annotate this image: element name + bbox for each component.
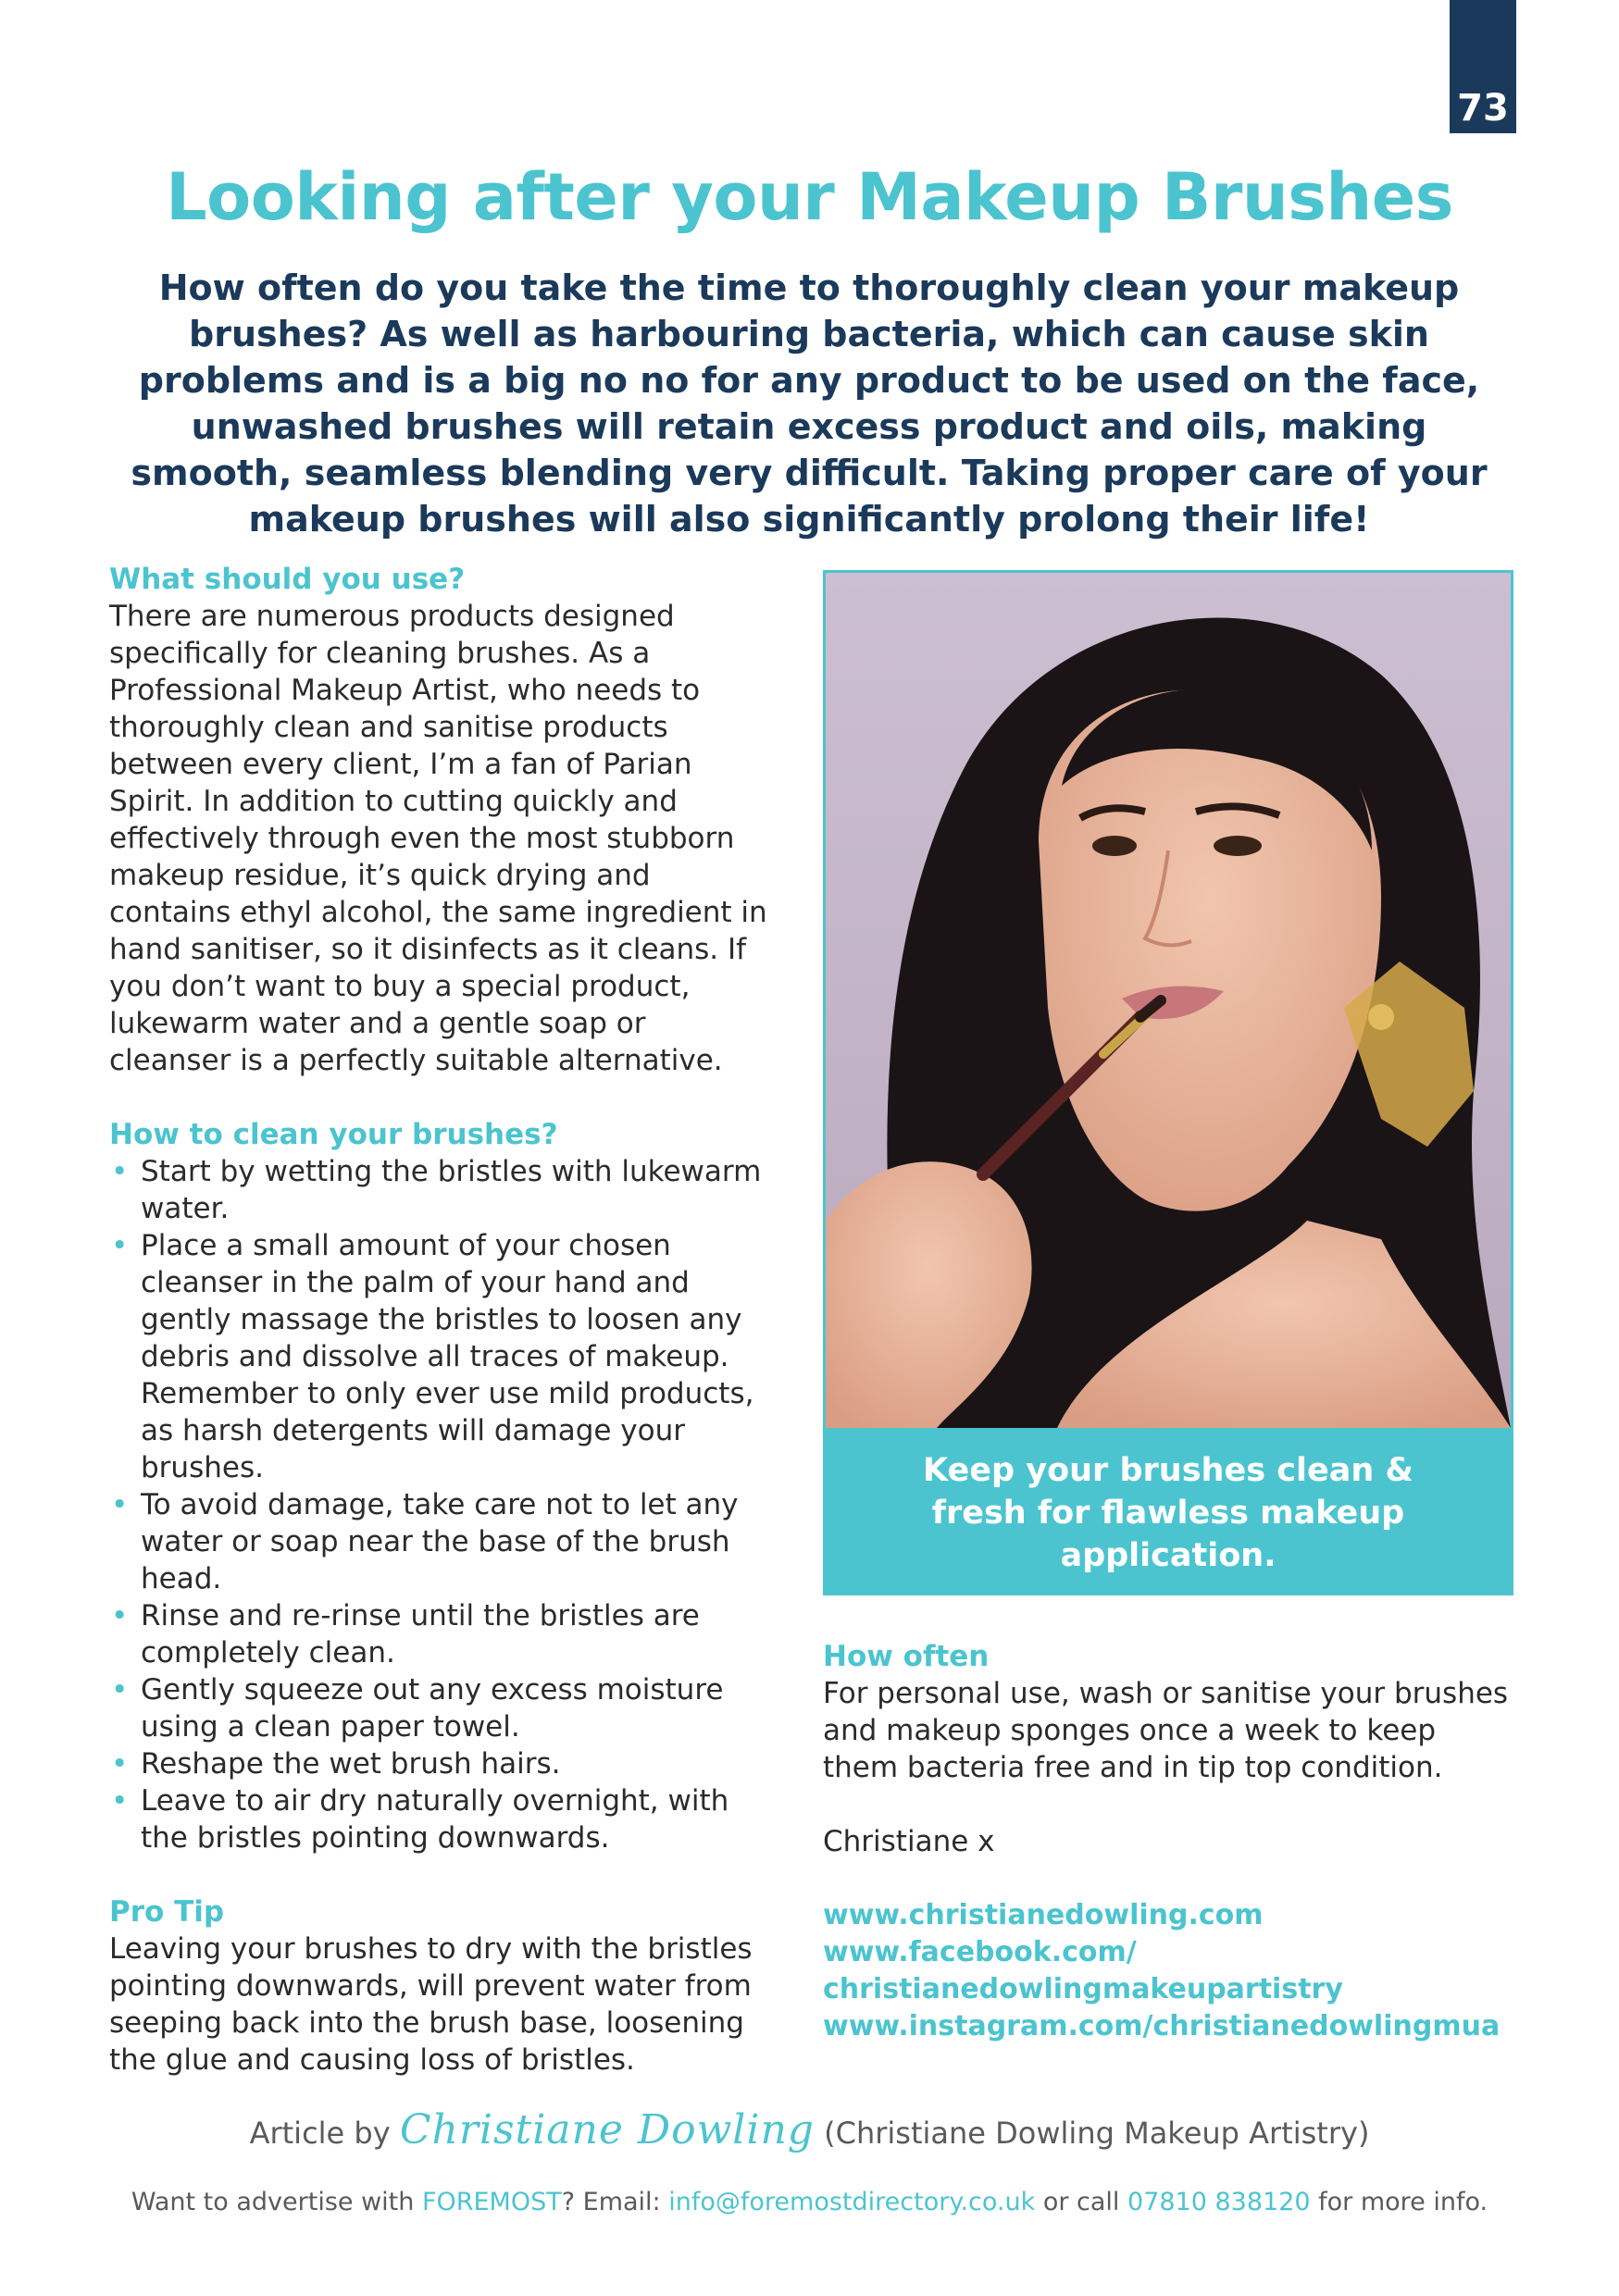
author-links: [823, 1897, 1513, 2045]
step-text: Start by wetting the bristles with lukewarm water.: [141, 1155, 762, 1225]
list-item: [109, 1597, 768, 1671]
list-item: [109, 1782, 768, 1856]
bullet-icon: •: [111, 1229, 129, 1262]
page-number: 73: [1457, 87, 1509, 130]
footer-brand: FOREMOST: [421, 2188, 562, 2216]
step-text: Rinse and re-rinse until the bristles are completely clean.: [141, 1599, 700, 1669]
model-photo: [823, 570, 1513, 1431]
step-text: Reshape the wet brush hairs.: [141, 1747, 561, 1781]
step-text: Place a small amount of your chosen cleanser in the palm of your hand and gently massage the bristles to loosen any debris and dissolve all traces of makeup. Remember to only ever use mild products, as harsh detergents will damage your brushes.: [141, 1229, 754, 1484]
facebook-link[interactable]: www.facebook.com/: [823, 1936, 1137, 1968]
bullet-icon: •: [111, 1747, 129, 1781]
left-column: [109, 561, 768, 2079]
byline-suffix: (Christiane Dowling Makeup Artistry): [824, 2116, 1370, 2151]
cleaning-steps-list: [109, 1153, 768, 1856]
photo-caption-box: [823, 1431, 1513, 1595]
author-signature: Christiane Dowling: [399, 2106, 815, 2153]
bullet-icon: •: [111, 1599, 129, 1632]
page-number-tab: [1450, 0, 1516, 133]
list-item: [109, 1745, 768, 1782]
bullet-icon: •: [111, 1488, 129, 1521]
pro-tip-heading: Pro Tip: [109, 1895, 225, 1929]
footer-text: or call: [1035, 2188, 1128, 2216]
bullet-icon: •: [111, 1673, 129, 1706]
author-signoff: Christiane x: [823, 1825, 995, 1858]
article-intro: How often do you take the time to thoroughly clean your makeup brushes? As well as harbouring bacteria, which can cause skin problems and is a big no no for any product to be used on the face, unwashed brushes will retain excess product and oils, making smooth, seamless blending very difficult. Taking proper care of your makeup brushes will also significantly prolong their life!: [131, 267, 1488, 540]
list-item: [109, 1671, 768, 1745]
footer-text: Want to advertise with: [131, 2188, 422, 2216]
list-item: [109, 1153, 768, 1227]
step-text: Leave to air dry naturally overnight, with the bristles pointing downwards.: [141, 1784, 729, 1855]
article-byline: [0, 2106, 1619, 2153]
step-text: To avoid damage, take care not to let any water or soap near the base of the brush head.: [141, 1488, 739, 1595]
footer-text: for more info.: [1310, 2188, 1488, 2216]
byline-prefix: Article by: [249, 2116, 391, 2151]
model-photo-illustration: [826, 573, 1511, 1428]
bullet-icon: •: [111, 1784, 129, 1818]
photo-caption: Keep your brushes clean & fresh for flawless makeup application.: [923, 1452, 1414, 1574]
list-item: [109, 1486, 768, 1597]
what-to-use-heading: What should you use?: [109, 563, 466, 596]
how-often-heading: How often: [823, 1640, 990, 1673]
footer-text: ? Email:: [561, 2188, 669, 2216]
facebook-link-continued[interactable]: christianedowlingmakeupartistry: [823, 1973, 1343, 2005]
instagram-link[interactable]: www.instagram.com/christianedowlingmua: [823, 2010, 1501, 2042]
how-often-body: For personal use, wash or sanitise your brushes and makeup sponges once a week to keep them bacteria free and in tip top condition.: [823, 1677, 1509, 1784]
right-column: [823, 1638, 1513, 2045]
footer-phone-link[interactable]: 07810 838120: [1127, 2188, 1311, 2216]
pro-tip-body: Leaving your brushes to dry with the bristles pointing downwards, will prevent water from seeping back into the brush base, loosening the glue and causing loss of bristles.: [109, 1932, 753, 2077]
bullet-icon: •: [111, 1155, 129, 1188]
website-link[interactable]: www.christianedowling.com: [823, 1899, 1264, 1931]
advertising-footer: [0, 2188, 1619, 2216]
footer-email-link[interactable]: info@foremostdirectory.co.uk: [668, 2188, 1036, 2216]
what-to-use-body: There are numerous products designed specifically for cleaning brushes. As a Professional Makeup Artist, who needs to thoroughly clean and sanitise products between every client, I’m a fan of Parian Spirit. In addition to cutting quickly and effectively through even the most stubborn makeup residue, it’s quick drying and contains ethyl alcohol, the same ingredient in hand sanitiser, so it disinfects as it cleans. If you don’t want to buy a special product, lukewarm water and a gentle soap or cleanser is a perfectly suitable alternative.: [109, 600, 767, 1077]
step-text: Gently squeeze out any excess moisture using a clean paper towel.: [141, 1673, 724, 1744]
list-item: [109, 1227, 768, 1486]
article-title: Looking after your Makeup Brushes: [166, 159, 1453, 235]
how-to-clean-heading: How to clean your brushes?: [109, 1118, 558, 1151]
